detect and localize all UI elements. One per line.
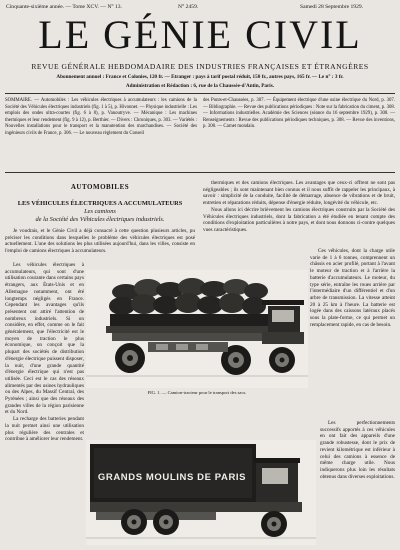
figure-1-caption: FIG. 1. — Camion-tracteur pour le transport des sacs. (147, 390, 247, 395)
truck-sacks-illustration (86, 270, 308, 388)
year-label: Cinquante-sixième année. — Tome XCV. — N° 13. (6, 4, 122, 10)
masthead-topline (0, 2, 400, 12)
figure-2 (86, 440, 316, 545)
journal-subtitle: REVUE GÉNÉRALE HEBDOMADAIRE DES INDUSTRIES FRANÇAISES ET ÉTRANGÈRES (31, 62, 369, 71)
administration-info: Administration et Rédaction : 6, rue de la Chaussée-d'Antin, Paris. (125, 83, 275, 89)
divider (5, 93, 395, 94)
article-right-column-mid: Ces véhicules, dont la charge utile varie de 1 à 6 tonnes, comprennent un châssis en acier profilé, portant à l'avant le moteur de traction et à l'arrière la batterie d'accumulateurs. Le moteur, du type série, entraîne les roues arrière par l'intermédiaire d'un différentiel et d'un arbre de transmission. La vitesse atteint 20 à 25 km à l'heure. La batterie est logée dans des caissons latéraux placés sous la plate-forme, ce qui permet un remplacement rapide, en cas de besoin. (310, 248, 395, 328)
article-subtitle: de la Société des Véhicules électriques industriels. (35, 216, 165, 223)
section-heading: AUTOMOBILES (70, 183, 130, 191)
toc-right: des Ponts-et-Chaussées, p. 307. — Équipement électrique d'une usine électrique du Nord, p. 307. — Bibliographie. — Revue des publications périodiques : Note sur la fabrication du ciment, p. 308. — Informations industrielles. Académie des Sciences (séance du 16 septembre 1929), p. 308. — Renseignements : Revue des publications périodiques techniques, p. 308. — Revue des inventions, p. 308. — Carnet mondain. (203, 98, 395, 130)
article-subtitle: Les camions (84, 208, 116, 215)
subscription-info: Abonnement annuel : France et Colonies, 120 fr. — Étranger : pays à tarif postal réduit, 150 fr., autres pays, 165 fr. — Le n° : 3 fr. (56, 74, 344, 80)
truck-sign-text: GRANDS MOULINS DE PARIS (97, 472, 247, 483)
divider (5, 172, 395, 173)
issue-number: N° 2459. (178, 4, 199, 10)
figure-1 (86, 270, 308, 388)
article-right-column-top: thermiques et des camions électriques. Les avantages que ceux-ci offrent ne sont pas négligeables ; ils sont maintenant bien connus et il nous suffit de rappeler les principaux, à savoir : simplicité de la conduite, facilité de démarrage, absence de vibrations et de bruit, entretien et réparations réduits, dépense d'énergie réduite, longévité du véhicule, etc. Nous allons ici décrire brièvement les camions électriques construits par la Société des Véhicules électriques industriels, dont la fabrication a été étudiée en tenant compte des conditions d'exploitation particulières à notre pays, et dont nous donnons ci-contre quelques vues caractéristiques. (203, 180, 395, 233)
issue-date: Samedi 28 Septembre 1929. (300, 4, 364, 10)
article-title: LES VÉHICULES ÉLECTRIQUES A ACCUMULATEURS (17, 200, 183, 207)
truck-grands-moulins-illustration (86, 440, 316, 545)
article-left-column: Les véhicules électriques à accumulateurs, qui sont d'une utilisation courante dans certains pays étrangers, aux États-Unis et en Allemagne notamment, ont été longtemps négligés en France. Cependant les avantages qu'ils présentent ont attiré l'attention de nombreux industriels. Si on considère, en effet, comme on le fait généralement, que l'électricité est le moyen de traction le plus économique, on conçoit que la plupart des sociétés de distribution d'énergie électrique puissent disposer, la nuit, d'une grande quantité d'énergie électrique qui n'est pas utilisée. Ceci est le cas des réseaux alimentés par des usines hydrauliques ou des Alpes, du Massif Central, des Pyrénées ; ainsi que des réseaux des grandes villes de la région parisienne et du Nord. La recharge des batteries pendant la nuit permet ainsi une utilisation plus régulière des centrales et contribue à améliorer leur rendement. (5, 262, 84, 443)
article-right-column-low: Les perfectionnements successifs apportés à ces véhicules en ont fait des appareils d'une grande robustesse, dont le prix de revient kilométrique est inférieur à celui des camions à essence de même charge utile. Nous indiquerons plus loin les résultats obtenus dans diverses exploitations. (320, 420, 395, 480)
toc-left: SOMMAIRE. — Automobiles : Les véhicules électriques à accumulateurs : les camions de la Société des Véhicules électriques industriels (fig. 1 à 5), p. Hivonnet. — Physique industrielle : Les emplois des ondes ultra-courtes (fig. 6 à 8), p. Vanoutryve. — Mécanique : Les machines thermiques et leur rendement (fig. 9 à 12), p. Berthier. — Divers : Chroniques, p. 303. — Variétés : Nouvelles installations pour le transport et la manutention des marchandises. — Société des ingénieurs civils de France, p. 306. — Le nouveau règlement du Conseil (5, 98, 197, 136)
journal-title: LE GÉNIE CIVIL (38, 12, 362, 57)
article-intro: Je voudrais, et le Génie Civil a déjà consacré à cette question plusieurs articles, pu préciser les conditions dans lesquelles le problème des véhicules électriques est posé actuellement. L'une des solutions les plus utilisées aujourd'hui, dans les villes, consiste en l'emploi de camions électriques à accumulateurs. (5, 228, 195, 255)
